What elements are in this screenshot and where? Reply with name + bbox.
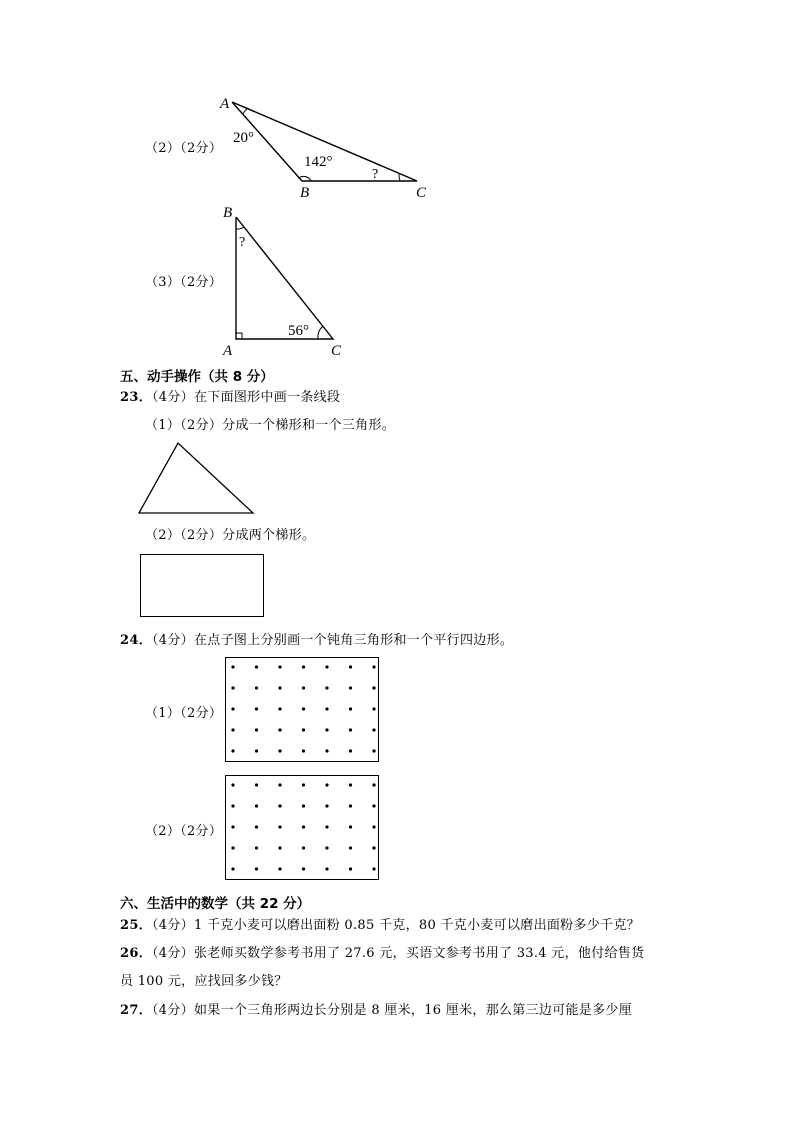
grid-dot	[255, 686, 258, 689]
grid-dot	[325, 749, 328, 752]
grid-dot	[349, 783, 352, 786]
grid-dot	[231, 749, 234, 752]
grid-dot	[325, 707, 328, 710]
right-angle-mark	[236, 333, 242, 339]
grid-dot	[278, 707, 281, 710]
angle-b-value: ?	[239, 235, 246, 250]
grid-dot	[255, 804, 258, 807]
angle-b-value: 142°	[304, 154, 333, 170]
sub-question-text: 分成两个梯形。	[222, 528, 316, 543]
grid-dot	[302, 707, 305, 710]
grid-dot	[372, 686, 375, 689]
dot-grid-2-dots	[226, 776, 378, 879]
grid-dot	[372, 749, 375, 752]
grid-dot	[302, 728, 305, 731]
sub-question-text: 分成一个梯形和一个三角形。	[222, 418, 396, 433]
grid-dot	[372, 707, 375, 710]
grid-dot	[255, 665, 258, 668]
grid-dot	[349, 707, 352, 710]
grid-dot	[325, 804, 328, 807]
grid-dot	[278, 804, 281, 807]
grid-dot	[231, 867, 234, 870]
grid-dot	[255, 728, 258, 731]
grid-dot	[349, 846, 352, 849]
grid-dot	[278, 783, 281, 786]
grid-dot	[255, 749, 258, 752]
question-score: （4分）	[152, 946, 194, 961]
question-number: 27．	[120, 1003, 152, 1018]
angle-c-value: ?	[372, 167, 379, 182]
grid-dot	[278, 665, 281, 668]
grid-dot	[231, 707, 234, 710]
grid-dot	[325, 783, 328, 786]
sub-question-2-label: （2）（2分）	[145, 141, 223, 156]
question-24-1-label: （1）（2分）	[145, 706, 223, 721]
rectangle-drawing-area[interactable]	[140, 554, 264, 617]
grid-dot	[302, 686, 305, 689]
vertex-a-label: A	[223, 343, 233, 359]
question-text: 在点子图上分别画一个钝角三角形和一个平行四边形。	[193, 633, 514, 648]
question-text: 在下面图形中画一条线段	[193, 390, 341, 405]
question-score: （4分）	[152, 1003, 194, 1018]
grid-dot	[349, 749, 352, 752]
question-score: （4分）	[152, 390, 194, 405]
grid-dot	[349, 728, 352, 731]
grid-dot	[231, 686, 234, 689]
grid-dot	[302, 846, 305, 849]
grid-dot	[372, 846, 375, 849]
question-number: 26．	[120, 946, 152, 961]
grid-dot	[372, 825, 375, 828]
grid-dot	[325, 867, 328, 870]
grid-dot	[231, 728, 234, 731]
question-number: 23．	[120, 390, 152, 405]
question-27	[120, 999, 632, 1018]
grid-dot	[231, 804, 234, 807]
grid-dot	[278, 846, 281, 849]
question-23-1	[145, 414, 395, 433]
grid-dot	[349, 804, 352, 807]
grid-dot	[231, 825, 234, 828]
grid-dot	[325, 686, 328, 689]
dot-grid-1[interactable]	[225, 657, 379, 762]
grid-dot	[302, 867, 305, 870]
dot-grid-1-dots	[226, 658, 378, 761]
question-score: （4分）	[152, 918, 194, 933]
grid-dot	[255, 825, 258, 828]
vertex-b-label: B	[223, 205, 233, 221]
question-25	[120, 914, 640, 933]
question-24	[120, 629, 513, 648]
vertex-c-label: C	[416, 185, 427, 201]
grid-dot	[302, 665, 305, 668]
grid-dot	[372, 783, 375, 786]
grid-dot	[255, 846, 258, 849]
grid-dot	[302, 804, 305, 807]
grid-dot	[278, 825, 281, 828]
question-score: （4分）	[152, 633, 194, 648]
grid-dot	[325, 728, 328, 731]
grid-dot	[302, 783, 305, 786]
question-text: 如果一个三角形两边长分别是 8 厘米，16 厘米，那么第三边可能是多少厘	[193, 1003, 632, 1018]
section-5-title: 五、动手操作（共 8 分）	[120, 369, 274, 385]
section-6-title: 六、生活中的数学（共 22 分）	[120, 896, 311, 912]
question-number: 25．	[120, 918, 152, 933]
grid-dot	[325, 665, 328, 668]
grid-dot	[231, 783, 234, 786]
grid-dot	[325, 825, 328, 828]
question-text: 1 千克小麦可以磨出面粉 0.85 千克，80 千克小麦可以磨出面粉多少千克？	[193, 918, 640, 933]
grid-dot	[349, 665, 352, 668]
dot-grid-2[interactable]	[225, 775, 379, 880]
grid-dot	[255, 867, 258, 870]
angle-b-arc	[236, 227, 244, 229]
grid-dot	[372, 665, 375, 668]
grid-dot	[302, 825, 305, 828]
question-24-2-label: （2）（2分）	[145, 824, 223, 839]
grid-dot	[372, 867, 375, 870]
grid-dot	[278, 867, 281, 870]
grid-dot	[302, 749, 305, 752]
angle-a-arc	[243, 108, 248, 114]
grid-dot	[278, 686, 281, 689]
scalene-triangle	[139, 443, 253, 513]
sub-question-3-label: （3）（2分）	[145, 275, 223, 290]
grid-dot	[278, 728, 281, 731]
grid-dot	[278, 749, 281, 752]
triangle-2-outline	[236, 217, 333, 339]
grid-dot	[325, 846, 328, 849]
triangle-figure-2	[218, 200, 348, 360]
grid-dot	[372, 804, 375, 807]
triangle-figure-1	[215, 90, 435, 202]
vertex-c-label: C	[331, 343, 342, 359]
sub-question-label: （1）（2分）	[145, 418, 223, 433]
angle-a-value: 20°	[233, 130, 254, 146]
angle-c-value: 56°	[288, 323, 309, 339]
question-26-continued: 员 100 元，应找回多少钱？	[120, 974, 288, 989]
grid-dot	[231, 846, 234, 849]
question-26	[120, 942, 644, 961]
question-number: 24．	[120, 633, 152, 648]
grid-dot	[255, 707, 258, 710]
grid-dot	[349, 867, 352, 870]
grid-dot	[372, 728, 375, 731]
question-23-2	[145, 524, 315, 543]
angle-c-arc	[399, 174, 400, 181]
question-text: 张老师买数学参考书用了 27.6 元，买语文参考书用了 33.4 元，他付给售货	[193, 946, 645, 961]
question-23	[120, 386, 340, 405]
triangle-drawing-area	[136, 440, 256, 516]
angle-c-arc	[318, 326, 323, 339]
grid-dot	[231, 665, 234, 668]
vertex-b-label: B	[300, 185, 310, 201]
sub-question-label: （2）（2分）	[145, 528, 223, 543]
vertex-a-label: A	[220, 96, 230, 112]
grid-dot	[255, 783, 258, 786]
grid-dot	[349, 686, 352, 689]
grid-dot	[349, 825, 352, 828]
